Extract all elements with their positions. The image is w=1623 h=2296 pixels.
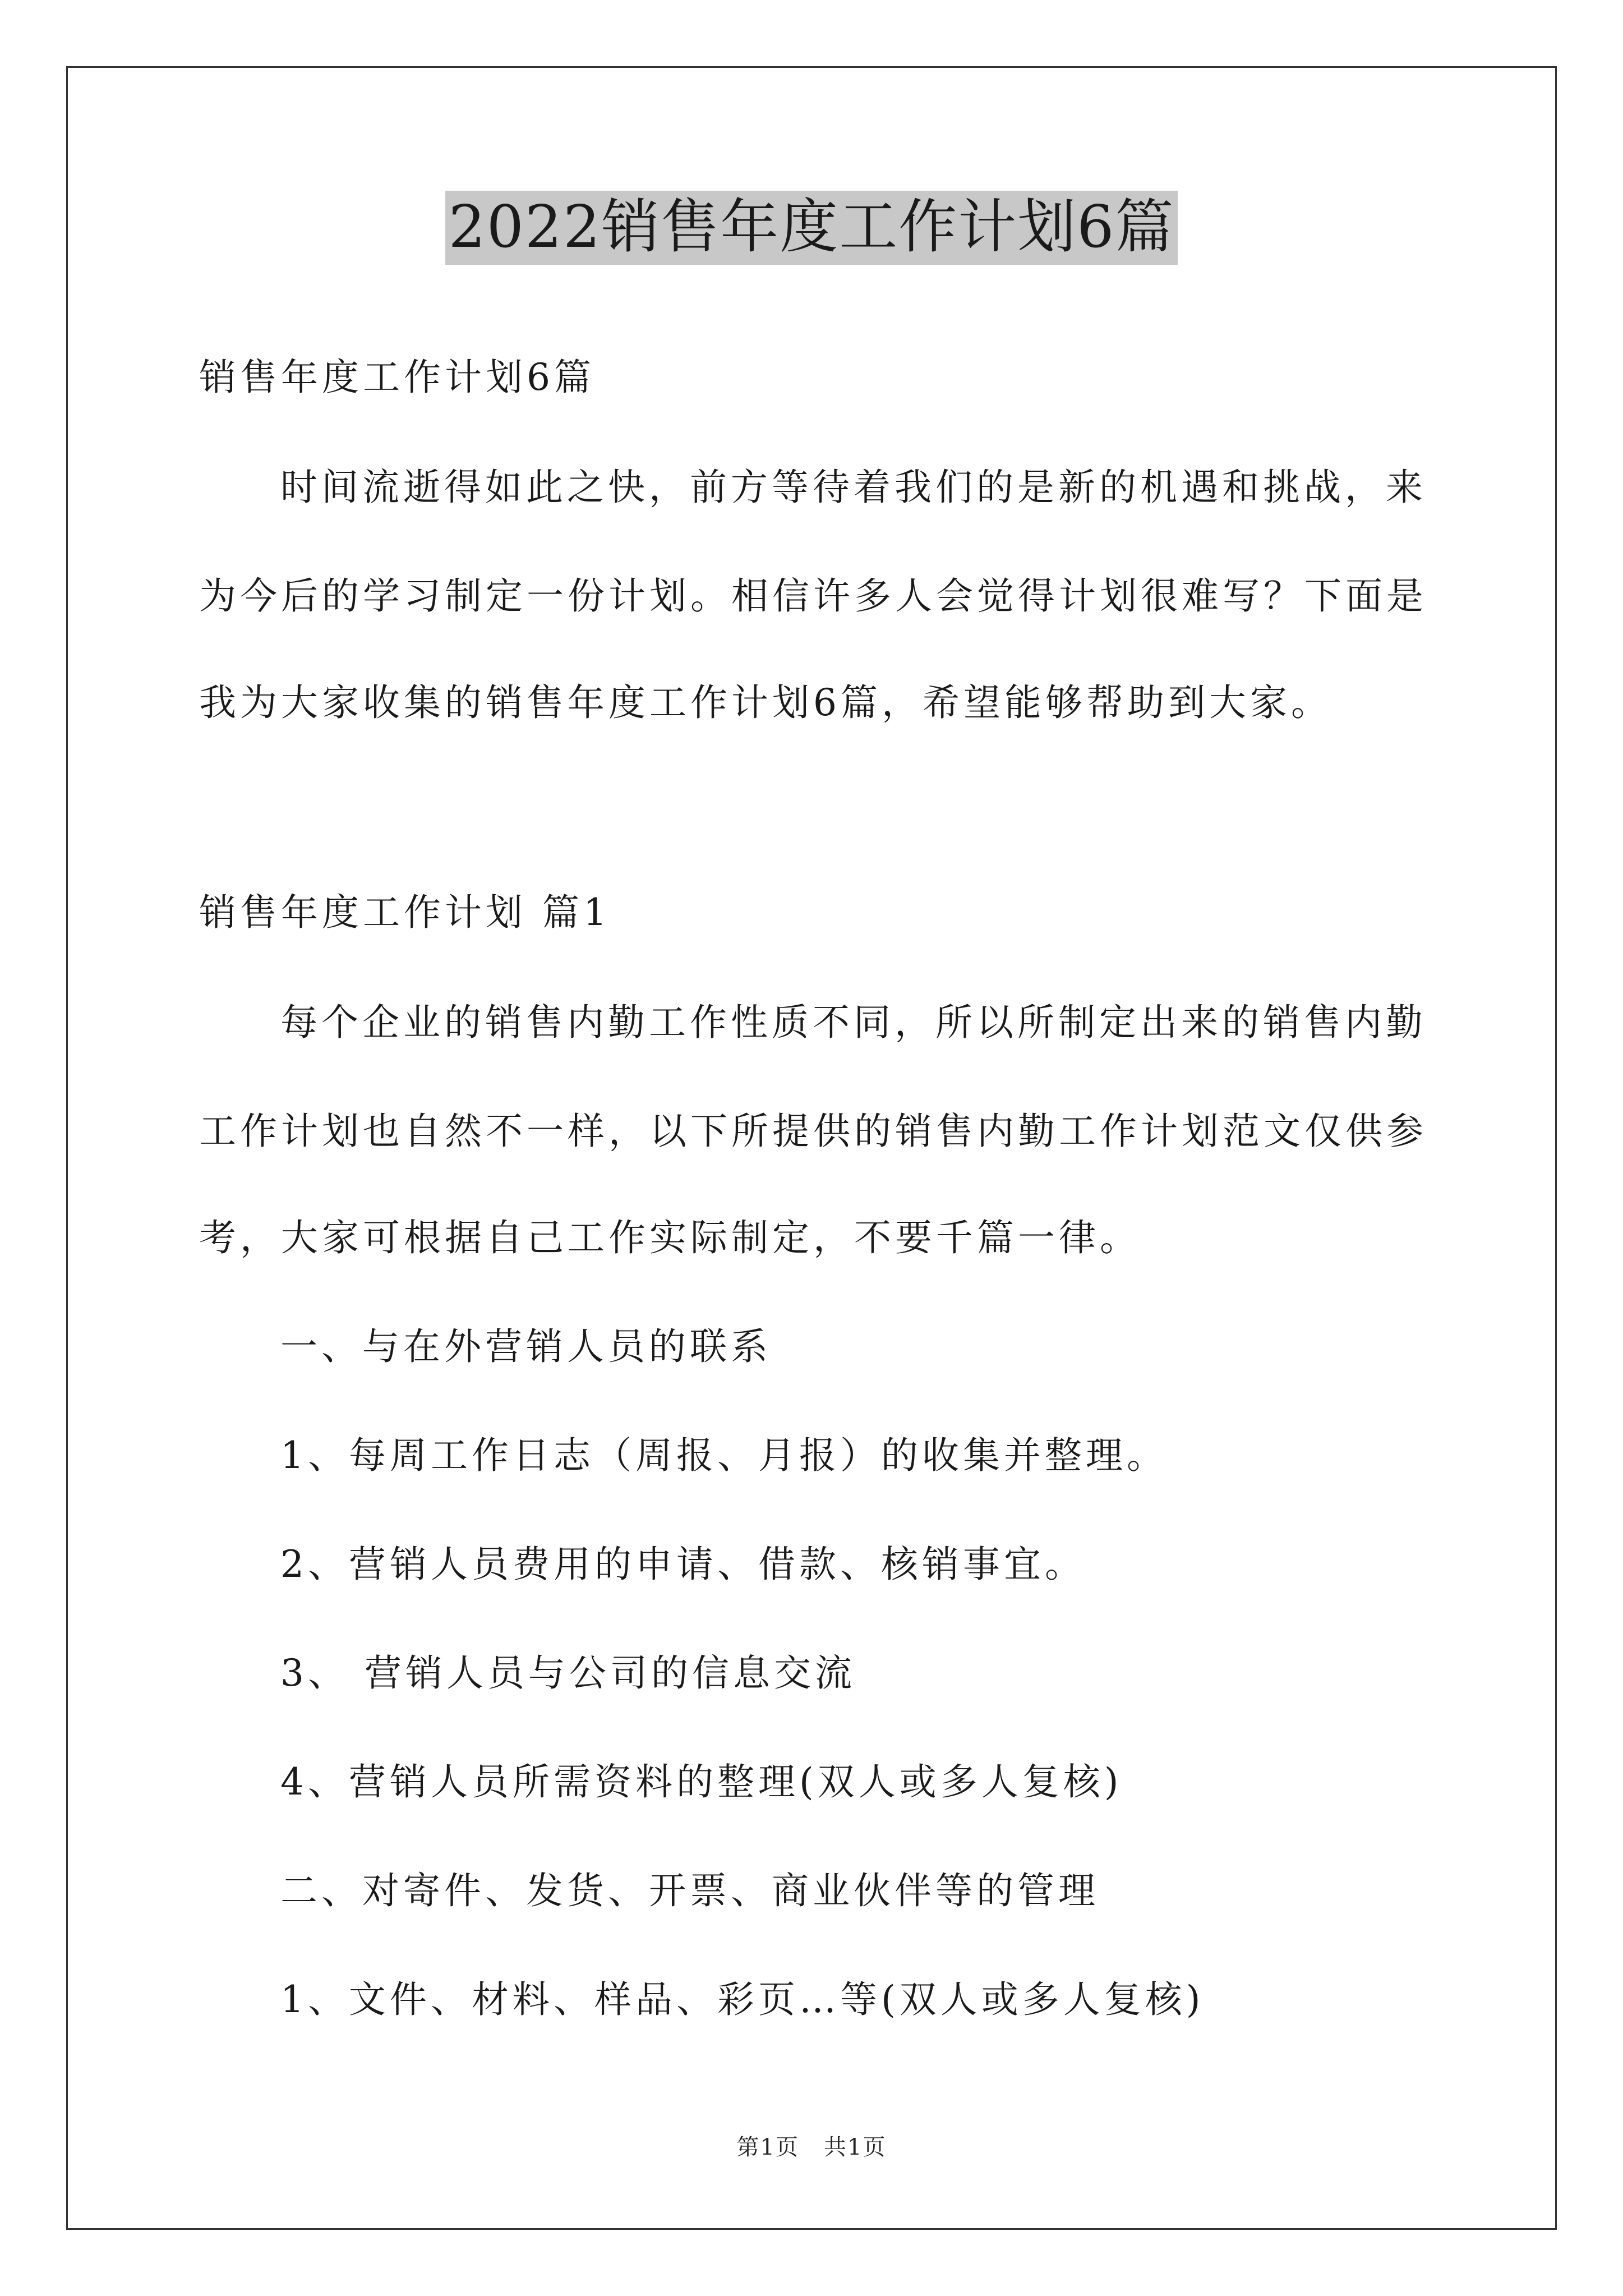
page-number: 第1页 [736,2134,799,2160]
list-item: 4、营销人员所需资料的整理(双人或多人复核) [280,1760,1123,1803]
page-footer [0,2136,1623,2159]
section-heading: 销售年度工作计划 篇1 [199,891,611,934]
document-title-text: 2022销售年度工作计划6篇 [445,191,1178,265]
list-item: 1、每周工作日志（周报、月报）的收集并整理。 [280,1434,1168,1477]
list-item: 2、营销人员费用的申请、借款、核销事宜。 [280,1543,1086,1586]
section-paragraph-line-3: 考，大家可根据自己工作实际制定，不要千篇一律。 [199,1216,1141,1259]
section-paragraph-line-2: 工作计划也自然不一样，以下所提供的销售内勤工作计划范文仅供参 [199,1110,1427,1153]
list-item: 3、 营销人员与公司的信息交流 [280,1651,856,1695]
document-subtitle: 销售年度工作计划6篇 [199,356,595,399]
section-paragraph-line-1: 每个企业的销售内勤工作性质不同，所以所制定出来的销售内勤 [280,1001,1427,1044]
list-item: 二、对寄件、发货、开票、商业伙伴等的管理 [280,1869,1099,1912]
list-item: 1、文件、材料、样品、彩页…等(双人或多人复核) [280,1978,1205,2021]
intro-line-2: 为今后的学习制定一份计划。相信许多人会觉得计划很难写？下面是 [199,574,1427,618]
document-title [0,191,1623,265]
page-total: 共1页 [824,2134,887,2160]
intro-line-3: 我为大家收集的销售年度工作计划6篇，希望能够帮助到大家。 [199,681,1332,724]
list-item: 一、与在外营销人员的联系 [280,1325,772,1368]
intro-line-1: 时间流逝得如此之快，前方等待着我们的是新的机遇和挑战，来 [280,466,1427,509]
